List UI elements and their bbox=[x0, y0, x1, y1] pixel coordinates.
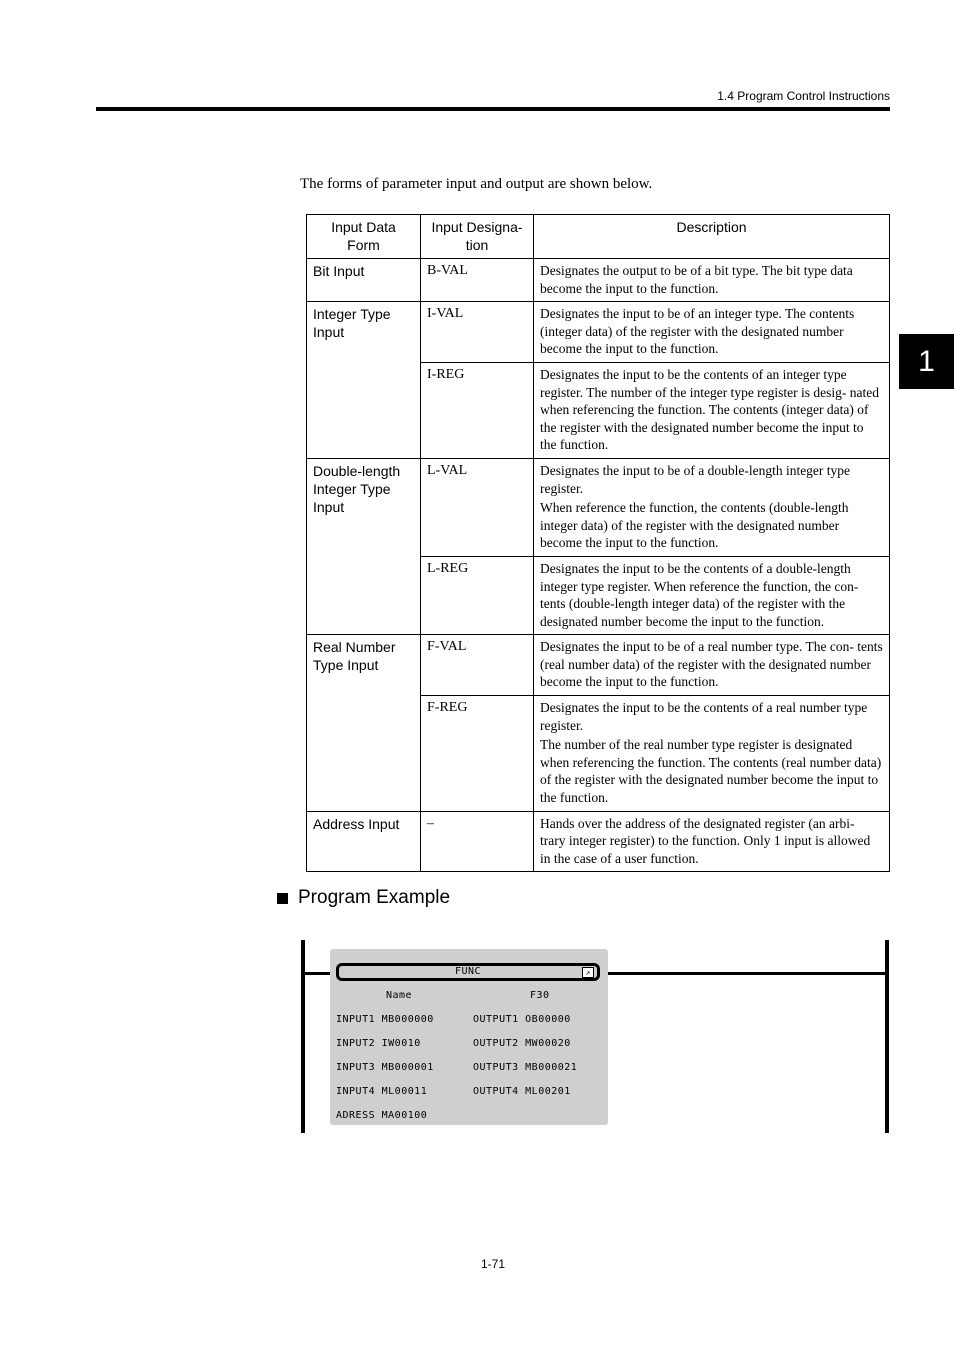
description-cell bbox=[534, 811, 890, 872]
designation-cell: I-REG bbox=[421, 362, 534, 458]
func-title: FUNC bbox=[454, 966, 482, 977]
output-param: OUTPUT4 ML00201 bbox=[473, 1086, 571, 1097]
table-header-row bbox=[307, 215, 890, 259]
input-form-cell: Address Input bbox=[307, 811, 421, 872]
column-header: Input Designa- tion bbox=[421, 215, 534, 259]
column-header: Description bbox=[534, 215, 890, 259]
table-row bbox=[307, 458, 890, 556]
input-form-cell: Real Number Type Input bbox=[307, 635, 421, 811]
func-io-row bbox=[336, 1038, 602, 1052]
description-text: The number of the real number type register is designated when referencing the function. The contents (real number data) of the register with the designated number become the input to the function. bbox=[540, 737, 882, 806]
designation-cell: B-VAL bbox=[421, 259, 534, 302]
description-text: Designates the input to be of a double-length integer type register. bbox=[540, 462, 851, 496]
name-value: F30 bbox=[530, 990, 550, 1001]
input-form-cell: Double-length Integer Type Input bbox=[307, 458, 421, 634]
description-text: Designates the input to be the contents of a double-length integer type register. When reference the function, the con- tents (double-length integer data) of the register with the designated number become the input to the function. bbox=[540, 560, 859, 629]
func-io-row bbox=[336, 1014, 602, 1028]
table-row bbox=[307, 302, 890, 363]
description-text: Designates the output to be of a bit type. The bit type data become the input to the function. bbox=[540, 263, 853, 296]
input-form-cell: Integer Type Input bbox=[307, 302, 421, 459]
description-cell bbox=[534, 635, 890, 696]
func-name-row bbox=[336, 990, 602, 1004]
description-text: Designates the input to be of a real number type. The con- tents (real number data) of the register with the designated number become the input to the function. bbox=[540, 639, 883, 690]
left-power-rail bbox=[301, 940, 305, 1133]
input-form-cell: Bit Input bbox=[307, 259, 421, 302]
designation-cell: – bbox=[421, 811, 534, 872]
expand-icon[interactable]: ↗ bbox=[582, 967, 594, 978]
rung-wire bbox=[600, 972, 888, 975]
description-text: Designates the input to be the contents of a real number type register. bbox=[540, 700, 868, 733]
table-row bbox=[307, 811, 890, 872]
parameter-forms-table bbox=[306, 214, 890, 872]
designation-cell: L-REG bbox=[421, 556, 534, 634]
right-power-rail bbox=[885, 940, 889, 1133]
description-cell bbox=[534, 362, 890, 458]
description-text: When reference the function, the contents (double-length integer data) of the register with the designated number become the input to the function. bbox=[540, 500, 849, 551]
func-io-row bbox=[336, 1086, 602, 1100]
name-label: Name bbox=[386, 990, 413, 1001]
page-number: 1-71 bbox=[481, 1257, 506, 1271]
description-text: Hands over the address of the designated register (an arbi- trary integer register) to the function. Only 1 input is allowed in the case of a user function. bbox=[540, 815, 871, 866]
input-param: INPUT3 MB000001 bbox=[336, 1062, 434, 1073]
description-cell bbox=[534, 302, 890, 363]
section-heading bbox=[277, 887, 450, 909]
input-param: INPUT1 MB000000 bbox=[336, 1014, 434, 1025]
func-io-row bbox=[336, 1110, 602, 1124]
table-row bbox=[307, 635, 890, 696]
table-row bbox=[307, 259, 890, 302]
description-cell bbox=[534, 458, 890, 556]
description-text: Designates the input to be of an integer type. The contents (integer data) of the register with the designated number become the input to the function. bbox=[540, 306, 855, 357]
chapter-tab: 1 bbox=[899, 334, 954, 389]
input-param: INPUT4 ML00011 bbox=[336, 1086, 428, 1097]
description-cell bbox=[534, 556, 890, 634]
section-title: Program Example bbox=[298, 887, 451, 908]
output-param: OUTPUT3 MB000021 bbox=[473, 1062, 578, 1073]
square-bullet-icon bbox=[277, 893, 288, 904]
description-text: Designates the input to be the contents of an integer type register. The number of the integer type register is desig- nated when referencing the function. The contents (integer data) of the register with the designated number become the input to the function. bbox=[540, 366, 880, 453]
header-rule bbox=[96, 107, 890, 111]
output-param: OUTPUT2 MW00020 bbox=[473, 1038, 571, 1049]
designation-cell: L-VAL bbox=[421, 458, 534, 556]
func-instruction-block[interactable] bbox=[330, 949, 608, 1125]
column-header: Input Data Form bbox=[307, 215, 421, 259]
description-cell bbox=[534, 259, 890, 302]
designation-cell: F-VAL bbox=[421, 635, 534, 696]
intro-text: The forms of parameter input and output are shown below. bbox=[300, 176, 653, 192]
running-header: 1.4 Program Control Instructions bbox=[717, 89, 890, 103]
func-title-bar[interactable] bbox=[336, 963, 600, 981]
func-io-row bbox=[336, 1062, 602, 1076]
output-param: OUTPUT1 OB00000 bbox=[473, 1014, 571, 1025]
input-param: ADRESS MA00100 bbox=[336, 1110, 428, 1121]
designation-cell: F-REG bbox=[421, 696, 534, 812]
input-param: INPUT2 IW0010 bbox=[336, 1038, 421, 1049]
designation-cell: I-VAL bbox=[421, 302, 534, 363]
description-cell bbox=[534, 696, 890, 812]
